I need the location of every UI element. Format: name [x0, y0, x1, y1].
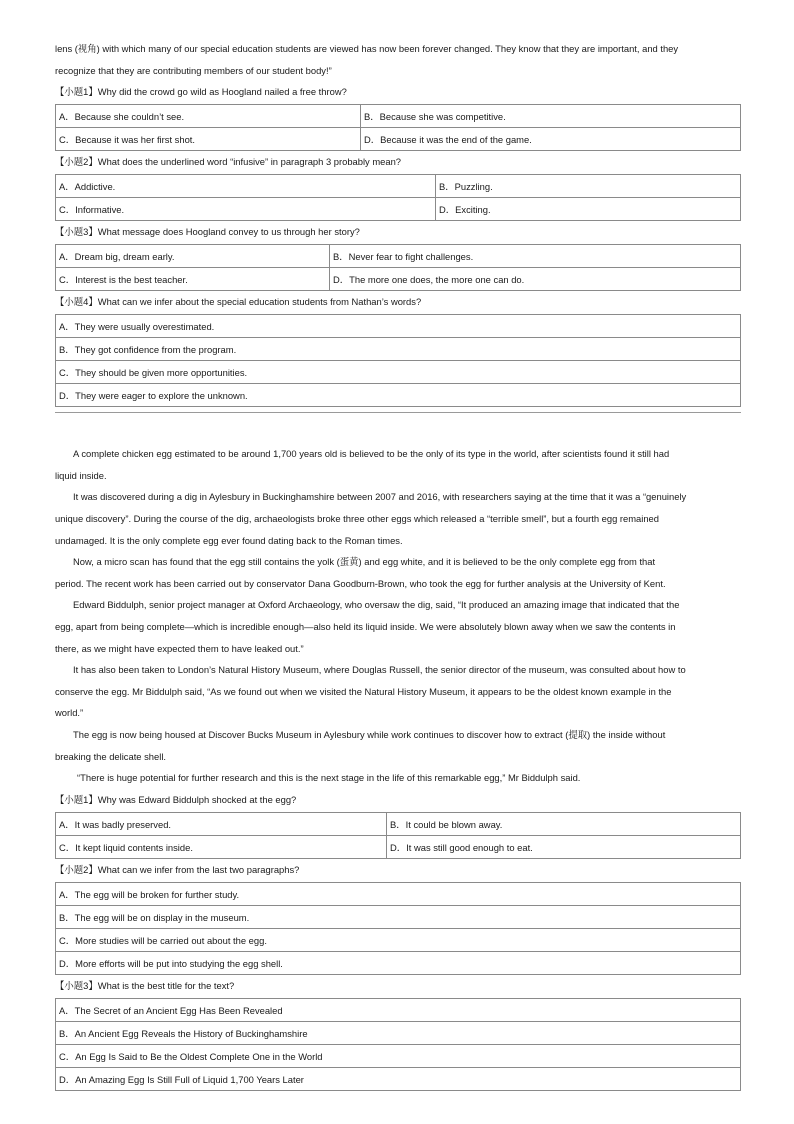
- option-a[interactable]: A．Dream big, dream early.: [56, 245, 330, 268]
- option-a[interactable]: A．They were usually overestimated.: [56, 315, 741, 338]
- options-table: [55, 244, 741, 291]
- option-c[interactable]: C．They should be given more opportunities.: [56, 361, 741, 384]
- options-table: [55, 314, 741, 407]
- passage-1-tail: [55, 38, 741, 81]
- option-c[interactable]: C．Informative.: [56, 198, 436, 221]
- option-a[interactable]: A．The Secret of an Ancient Egg Has Been Revealed: [56, 998, 741, 1021]
- question-stem: 【小题2】What does the underlined word “infusive” in paragraph 3 probably mean?: [55, 156, 402, 168]
- option-d[interactable]: D．More efforts will be put into studying the egg shell.: [56, 951, 741, 974]
- text-line: Edward Biddulph, senior project manager at Oxford Archaeology, who oversaw the dig, said, “It produced an amazing image that indicated that the: [73, 599, 680, 611]
- passage-2: [55, 443, 741, 789]
- text-line: there, as we might have expected them to have leaked out.”: [55, 642, 304, 654]
- text-line: Now, a micro scan has found that the egg still contains the yolk (蛋黄) and egg white, and it is believed to be the only complete egg from that: [73, 556, 656, 568]
- text-line: “There is huge potential for further research and this is the next stage in the life of this remarkable egg,” Mr Biddulph said.: [77, 772, 581, 784]
- text-line: conserve the egg. Mr Biddulph said, “As we found out when we visited the Natural History Museum, it appears to be the oldest known example in the: [55, 685, 672, 697]
- option-c[interactable]: C．Interest is the best teacher.: [56, 268, 330, 291]
- text-line: liquid inside.: [55, 469, 107, 481]
- text-line: lens (视角) with which many of our special education students are viewed has now been forever changed. They know that they are important, and they: [55, 43, 679, 54]
- question-stem: 【小题1】Why was Edward Biddulph shocked at the egg?: [55, 793, 297, 805]
- option-c[interactable]: C．An Egg Is Said to Be the Oldest Complete One in the World: [56, 1044, 741, 1067]
- option-b[interactable]: B．The egg will be on display in the museum.: [56, 905, 741, 928]
- option-a[interactable]: A．Because she couldn’t see.: [56, 105, 361, 128]
- question-stem: 【小题3】What is the best title for the text?: [55, 979, 235, 991]
- option-b[interactable]: B．They got confidence from the program.: [56, 338, 741, 361]
- text-line: unique discovery”. During the course of the dig, archaeologists broke three other eggs which released a “terrible smell”, but a fourth egg remained: [55, 512, 659, 524]
- text-line: recognize that they are contributing members of our student body!”: [55, 64, 332, 76]
- question-stem: 【小题2】What can we infer from the last two paragraphs?: [55, 863, 300, 875]
- option-c[interactable]: C．Because it was her first shot.: [56, 128, 361, 151]
- text-line: world.”: [55, 707, 84, 719]
- text-line: period. The recent work has been carried out by conservator Dana Goodburn-Brown, who took the egg for further analysis at the University of Kent.: [55, 577, 666, 589]
- text-line: It has also been taken to London’s Natural History Museum, where Douglas Russell, the senior director of the museum, was consulted about how to: [73, 664, 686, 676]
- option-b[interactable]: B．Never fear to fight challenges.: [330, 245, 741, 268]
- option-a[interactable]: A．It was badly preserved.: [56, 812, 387, 835]
- option-d[interactable]: D．They were eager to explore the unknown.: [56, 384, 741, 407]
- text-line: undamaged. It is the only complete egg ever found dating back to the Roman times.: [55, 534, 403, 546]
- text-line: The egg is now being housed at Discover Bucks Museum in Aylesbury while work continues to discover how to extract (提取) the inside without: [73, 728, 666, 740]
- options-table: [55, 812, 741, 859]
- option-b[interactable]: B．Puzzling.: [436, 175, 741, 198]
- text-line: A complete chicken egg estimated to be around 1,700 years old is believed to be the only of its type in the world, after scientists found it still had: [73, 448, 670, 460]
- options-table: [55, 998, 741, 1091]
- question-stem: 【小题3】What message does Hoogland convey to us through her story?: [55, 226, 360, 238]
- option-c[interactable]: C．It kept liquid contents inside.: [56, 835, 387, 858]
- option-d[interactable]: D．It was still good enough to eat.: [387, 835, 741, 858]
- text-line: egg, apart from being complete—which is incredible enough—also held its liquid inside. We were absolutely blown away when we saw the contents in: [55, 620, 676, 632]
- option-c[interactable]: C．More studies will be carried out about the egg.: [56, 928, 741, 951]
- options-table: [55, 174, 741, 221]
- text-line: It was discovered during a dig in Aylesbury in Buckinghamshire between 2007 and 2016, with researchers saying at the time that it was a “genuinely: [73, 491, 687, 503]
- option-d[interactable]: D．Exciting.: [436, 198, 741, 221]
- option-b[interactable]: B．An Ancient Egg Reveals the History of Buckinghamshire: [56, 1021, 741, 1044]
- option-d[interactable]: D．An Amazing Egg Is Still Full of Liquid 1,700 Years Later: [56, 1067, 741, 1090]
- options-table: [55, 104, 741, 151]
- question-stem: 【小题1】Why did the crowd go wild as Hoogland nailed a free throw?: [55, 86, 347, 98]
- option-b[interactable]: B．It could be blown away.: [387, 812, 741, 835]
- option-a[interactable]: A．The egg will be broken for further study.: [56, 882, 741, 905]
- option-a[interactable]: A．Addictive.: [56, 175, 436, 198]
- text-line: breaking the delicate shell.: [55, 750, 167, 762]
- document-page: [55, 38, 741, 1091]
- option-b[interactable]: B．Because she was competitive.: [361, 105, 741, 128]
- option-d[interactable]: D．Because it was the end of the game.: [361, 128, 741, 151]
- question-stem: 【小题4】What can we infer about the special education students from Nathan’s words?: [55, 296, 422, 308]
- options-table: [55, 882, 741, 975]
- option-d[interactable]: D．The more one does, the more one can do.: [330, 268, 741, 291]
